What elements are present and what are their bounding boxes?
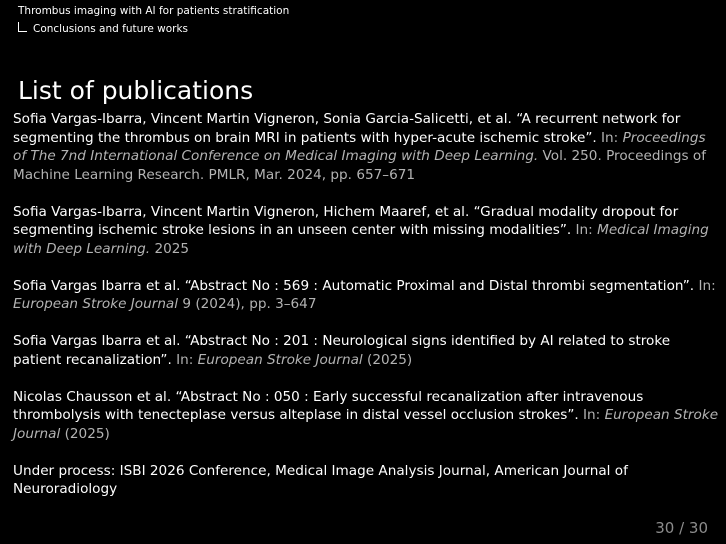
pub-title: “Abstract No : 201 : Neurological signs identified by AI related to stroke patient recanalization”. xyxy=(13,333,671,368)
pub-venue: European Stroke Journal xyxy=(13,296,179,312)
pub-in-label: In: xyxy=(583,407,601,423)
pub-details: Vol. 250. Proceedings of Machine Learning Research. PMLR, Mar. 2024, pp. 657–671 xyxy=(13,148,707,183)
pub-authors: Sofia Vargas Ibarra et al. xyxy=(13,333,181,349)
publication-item xyxy=(13,277,719,314)
under-process-note: Under process: ISBI 2026 Conference, Medical Image Analysis Journal, American Journal of Neuroradiology xyxy=(13,462,628,497)
pub-venue: Medical Imaging with Deep Learning. xyxy=(13,222,709,257)
publication-item xyxy=(13,203,719,259)
pub-details: 2025 xyxy=(154,240,190,257)
publication-item xyxy=(13,388,719,444)
breadcrumb xyxy=(18,2,289,38)
pub-title: “A recurrent network for segmenting the thrombus on brain MRI in patients with hyper-acute ischemic stroke”. xyxy=(13,111,681,146)
pub-venue: European Stroke Journal xyxy=(197,351,363,368)
pub-details: (2025) xyxy=(367,351,413,368)
pub-authors: Sofia Vargas Ibarra et al. xyxy=(13,277,181,294)
tree-corner-icon xyxy=(18,22,27,32)
subsection-label[interactable]: Conclusions and future works xyxy=(33,23,189,35)
pub-title: “Gradual modality dropout for segmenting ischemic stroke lesions in an unseen center with missing modalities”. xyxy=(13,203,679,238)
pub-venue: Proceedings of The 7nd International Conference on Medical Imaging with Deep Learning. xyxy=(13,129,706,164)
pub-details: (2025) xyxy=(64,425,110,442)
subsection-row xyxy=(18,20,289,38)
pub-in-label: In: xyxy=(575,222,593,238)
pub-in-label: In: xyxy=(176,351,194,368)
pub-details: 9 (2024), pp. 3–647 xyxy=(182,296,317,312)
pub-title: “Abstract No : 569 : Automatic Proximal and Distal thrombi segmentation”. xyxy=(184,277,695,294)
section-label[interactable]: Thrombus imaging with AI for patients stratification xyxy=(18,5,290,17)
pub-venue: European Stroke Journal xyxy=(13,407,719,442)
page-title: List of publications xyxy=(18,76,254,105)
pub-authors: Sofia Vargas-Ibarra, Vincent Martin Vigneron, Hichem Maaref, et al. xyxy=(13,203,470,220)
publication-list xyxy=(13,110,719,517)
publication-item xyxy=(13,332,719,369)
pub-in-label: In: xyxy=(601,129,619,146)
pub-authors: Sofia Vargas-Ibarra, Vincent Martin Vigneron, Sonia Garcia-Salicetti, et al. xyxy=(13,111,512,127)
pub-in-label: In: xyxy=(698,277,716,294)
pub-title: “Abstract No : 050 : Early successful recanalization after intravenous thrombolysis with tenecteplase versus alteplase in distal vessel occlusion strokes”. xyxy=(13,388,644,423)
pub-authors: Nicolas Chausson et al. xyxy=(13,388,172,405)
publication-item xyxy=(13,110,719,184)
page-number: 30 / 30 xyxy=(655,519,708,537)
